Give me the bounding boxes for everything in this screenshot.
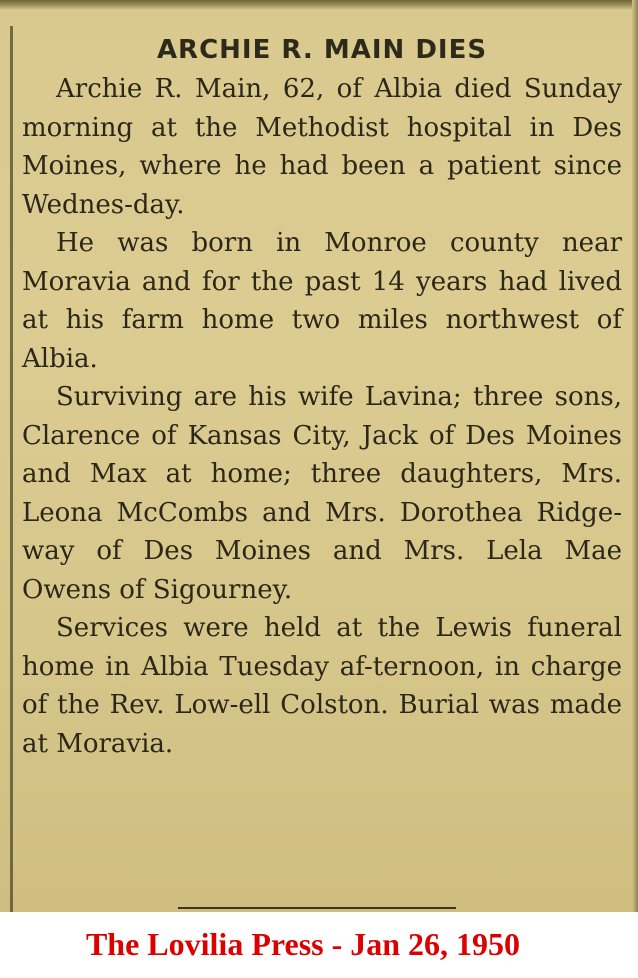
article-paragraph-death: Archie R. Main, 62, of Albia died Sunday morning at the Methodist hospital in Des Moines, where he had been a patient since Wednes-day. — [22, 74, 622, 220]
article-paragraph-survivors: Surviving are his wife Lavina; three sons, Clarence of Kansas City, Jack of Des Moines and Max at home; three daughters, Mrs. Leona McCombs and Mrs. Dorothea Ridge-way of Des Moines and Mrs. Lela Mae Owens of Sigourney. — [22, 382, 622, 605]
article-paragraph-services: Services were held at the Lewis funeral home in Albia Tuesday af-ternoon, in charge of the Rev. Low-ell Colston. Burial was made at Moravia. — [22, 613, 622, 759]
article-paragraph-birth: He was born in Monroe county near Moravia and for the past 14 years had lived at his farm home two miles northwest of Albia. — [22, 228, 622, 374]
source-caption: The Lovilia Press - Jan 26, 1950 — [85, 926, 521, 962]
clipping-right-edge — [632, 0, 638, 912]
obituary-article — [22, 30, 622, 763]
column-rule — [10, 26, 13, 912]
article-end-rule — [178, 907, 456, 909]
article-headline: ARCHIE R. MAIN DIES — [156, 35, 488, 65]
clipping-top-edge — [0, 0, 638, 10]
